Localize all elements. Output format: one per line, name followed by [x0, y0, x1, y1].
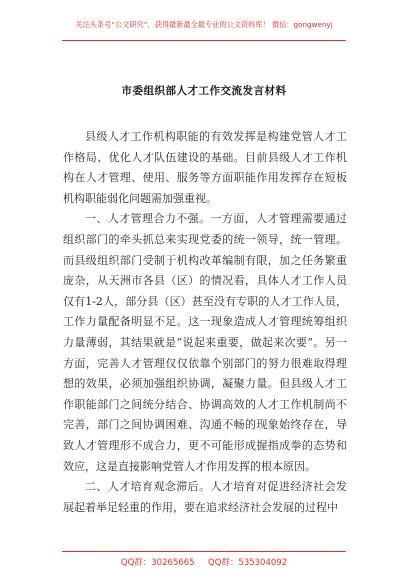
header-divider	[62, 40, 346, 41]
page-header: 关注头条号“公文研究”，获得最新最全最专业的公文资料库！ 微信：gongwenyj	[75, 20, 333, 29]
document-title: 市委组织部人才工作交流发言材料	[121, 85, 287, 97]
paragraph: 一、人才管理合力不强。一方面，人才管理需要通过组织部门的牵头抓总来实现党委的统一领导，统一管理。而县级组织部门受制于机构改革编制有限，加之任务繁重庞杂，从天洲市各县（区）的情况看，具体人才工作人员仅有1-2人，部分县（区）甚至没有专职的人才工作人员，工作力量配备明显不足。这一现象造成人才管理统筹组织力量薄弱，其结果就是“说起来重要，做起来次要”。另一方面，完善人才管理仅仅依靠个别部门的努力很难取得理想的效果，必须加强组织协调，凝聚力量。但县级人才工作职能部门之间统分结合、协调高效的人才工作机制尚不完善，部门之间协调困难、沟通不畅的现象始终存在，导致人才管理形不成合力，更不可能形成握指成拳的态势和效应，这是直接影响党管人才作用发挥的根本原因。	[63, 212, 347, 473]
footer-divider	[62, 551, 346, 552]
document-body	[63, 127, 347, 518]
paragraph: 二、人才培育观念滞后。人才培育对促进经济社会发展起着举足轻重的作用，要在追求经济社会发展的过程中	[63, 480, 347, 514]
page-footer: QQ群：30265665 QQ群：535304092	[120, 558, 288, 568]
paragraph: 县级人才工作机构职能的有效发挥是构建党管人才工作格局、优化人才队伍建设的基础。目前县级人才工作机构在人才管理、使用、服务等方面职能作用发挥存在短板机构职能弱化问题需加强重视。	[63, 130, 347, 205]
